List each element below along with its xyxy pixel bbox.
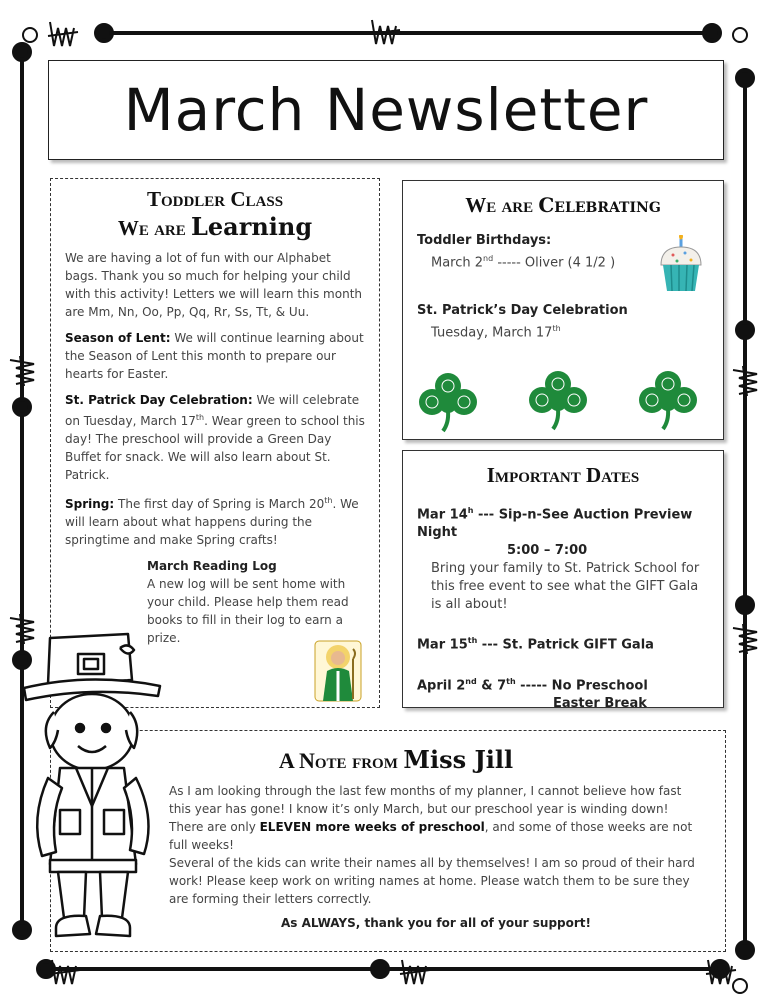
event-sip-n-see: [417, 502, 709, 542]
event1-sup: h: [467, 506, 474, 515]
shamrock-icon: [417, 371, 479, 433]
event1-time: 5:00 – 7:00: [507, 543, 588, 559]
important-dates-heading: Important Dates: [486, 463, 640, 487]
event2-title: --- St. Patrick GIFT Gala: [477, 637, 654, 653]
event-gift-gala: [417, 632, 709, 654]
reading-log-text: A new log will be sent home with your child. Please help them read books to fill in their log to earn a prize.: [147, 577, 349, 645]
saint-patrick-image: [313, 639, 363, 703]
event3-title: ----- No Preschool: [515, 677, 648, 693]
stpat-paragraph: [65, 391, 365, 484]
stpat-text-a: We will celebrate on Tuesday, March 17: [65, 393, 360, 428]
shamrock-icon: [527, 369, 589, 431]
celebrating-heading-prefix: We are: [465, 193, 534, 217]
event2-sup: th: [467, 636, 478, 646]
celebrating-box: [402, 180, 724, 440]
spring-text-a: The first day of Spring is March 20: [114, 497, 325, 511]
event1-title: --- Sip-n-See Auction Preview Night: [417, 507, 693, 541]
lent-paragraph: [65, 329, 365, 383]
note-heading-prefix: A Note from: [278, 748, 398, 773]
event1-date: Mar 14: [417, 507, 468, 523]
birthday-date: March 2: [431, 255, 484, 271]
page-title: March Newsletter: [123, 76, 649, 144]
stpat-sup: th: [195, 413, 205, 422]
title-box: [48, 60, 724, 160]
note-heading-fancy: Miss Jill: [403, 745, 514, 774]
cupcake-icon: [657, 235, 705, 295]
spring-text-b: . We will learn about what happens during the springtime and make Spring crafts!: [65, 497, 359, 547]
toddler-heading-line2: [65, 212, 365, 241]
leprechaun-illustration: [20, 628, 170, 948]
stpat-text-b: . Wear green to school this day! The preschool will provide a Green Day Buffet for snack. We will also learn about St. Patrick.: [65, 414, 365, 482]
note-heading: [89, 745, 703, 774]
spring-label: Spring:: [65, 497, 115, 511]
event1-description: Bring your family to St. Patrick School for this free event to see what the GIFT Gala is all about!: [431, 561, 700, 613]
reading-log: [147, 557, 365, 647]
note-p2-a: There are only: [169, 820, 260, 834]
event3-subtitle: Easter Break: [553, 695, 647, 711]
celebrating-heading-fancy: Celebrating: [538, 193, 661, 217]
stpat-date-text: Tuesday, March 17: [431, 325, 553, 341]
stpat-date-sup: th: [552, 324, 561, 334]
stpat-celebration-date: [431, 320, 709, 342]
birthday-name: ----- Oliver (4 1/2 ): [493, 255, 616, 271]
note-closing: As ALWAYS, thank you for all of your support!: [280, 916, 592, 930]
reading-log-title: March Reading Log: [147, 559, 277, 573]
lent-text: We will continue learning about the Season of Lent this month to prepare our hearts for Easter.: [65, 331, 364, 381]
event-no-preschool: [417, 673, 709, 695]
stpat-celebration-label: St. Patrick’s Day Celebration: [417, 303, 628, 319]
note-p2-bold: ELEVEN more weeks of preschool: [259, 820, 485, 834]
spring-sup: th: [324, 496, 333, 505]
note-paragraph-3: Several of the kids can write their names all by themselves! I am so proud of their hard work! Please keep work on writing names at home. Please watch them to be sure they are forming their letters correctly.: [169, 856, 695, 906]
event3-sup-a: nd: [465, 676, 477, 686]
spring-paragraph: [65, 492, 365, 549]
stpat-label: St. Patrick Day Celebration:: [65, 393, 253, 407]
event3-date-a: April 2: [417, 677, 466, 693]
note-paragraph-2: [169, 818, 703, 854]
birthday-sup: nd: [483, 254, 494, 263]
toddler-heading-line1: Toddler Class: [146, 187, 284, 211]
event3-sup-b: th: [506, 676, 516, 686]
celebrating-heading: [417, 193, 709, 218]
lent-label: Season of Lent:: [65, 331, 171, 345]
birthdays-label: Toddler Birthdays:: [417, 233, 552, 248]
toddler-heading-fancy: Learning: [191, 212, 313, 241]
event3-mid: & 7: [476, 677, 507, 693]
event2-date: Mar 15: [417, 637, 468, 653]
toddler-intro: We are having a lot of fun with our Alphabet bags. Thank you so much for helping your child with this activity! Letters we will learn this month are Mm, Nn, Oo, Pp, Qq, Rr, Ss, Tt, & Uu.: [65, 251, 363, 319]
important-dates-box: [402, 450, 724, 711]
note-p2-b: , and some of those weeks are not full weeks!: [169, 820, 693, 852]
shamrock-icon: [637, 369, 699, 431]
note-paragraph-1: As I am looking through the last few months of my planner, I cannot believe how fast this year has gone! I know it’s only March, but our preschool year is winding down!: [169, 784, 682, 816]
toddler-heading-prefix: We are: [117, 216, 186, 240]
